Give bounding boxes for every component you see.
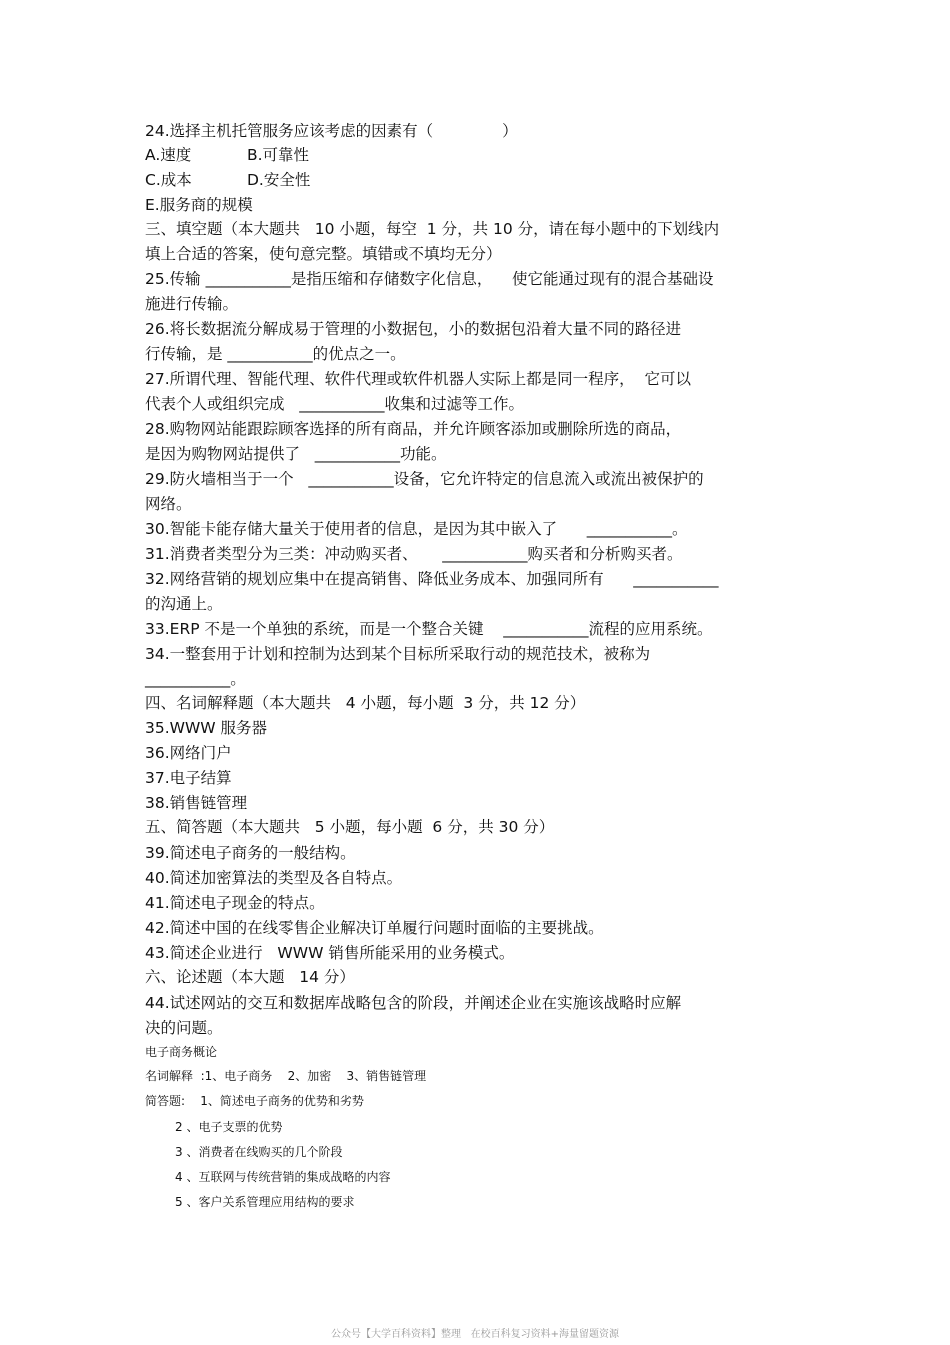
q29-line1: 29.防火墙相当于一个 ___________设备，它允许特定的信息流入或流出被保护的: [145, 470, 704, 488]
q40: 40.简述加密算法的类型及各自特点。: [145, 869, 403, 887]
q39: 39.简述电子商务的一般结构。: [145, 844, 356, 862]
notes-terms: 名词解释 :1、电子商务 2、加密 3、销售链管理: [145, 1069, 427, 1083]
q42: 42.简述中国的在线零售企业解决订单履行问题时面临的主要挑战。: [145, 919, 604, 937]
section3-heading-cont: 填上合适的答案，使句意完整。填错或不填均无分）: [145, 245, 502, 263]
q32-line2: 的沟通上。: [145, 595, 223, 613]
q24-option-a: A.速度: [145, 146, 192, 164]
q38: 38.销售链管理: [145, 794, 248, 812]
q33-line1: 33.ERP 不是一个单独的系统，而是一个整合关键 ___________流程的应用系统。: [145, 620, 713, 638]
q27-line2: 代表个人或组织完成 ___________收集和过滤等工作。: [145, 395, 525, 413]
q26-line1: 26.将长数据流分解成易于管理的小数据包，小的数据包沿着大量不同的路径进: [145, 320, 682, 338]
section3-heading: 三、填空题（本大题共 10 小题，每空 1 分，共 10 分，请在每小题中的下划线内: [145, 220, 720, 238]
q36: 36.网络门户: [145, 744, 232, 762]
q24-stem: 24.选择主机托管服务应该考虑的因素有（ ）: [145, 122, 518, 140]
q24-option-d: D.安全性: [247, 171, 311, 189]
q26-line2: 行传输，是 ___________的优点之一。: [145, 345, 406, 363]
notes-item-5: 5 、客户关系管理应用结构的要求: [175, 1195, 355, 1209]
section4-heading: 四、名词解释题（本大题共 4 小题，每小题 3 分，共 12 分）: [145, 694, 586, 712]
q25-line2: 施进行传输。: [145, 295, 239, 313]
q27-line1: 27.所谓代理、智能代理、软件代理或软件机器人实际上都是同一程序， 它可以: [145, 370, 692, 388]
q34-line2: ___________。: [145, 670, 246, 688]
notes-item-2: 2 、电子支票的优势: [175, 1120, 283, 1134]
q28-line1: 28.购物网站能跟踪顾客选择的所有商品，并允许顾客添加或删除所选的商品，: [145, 420, 682, 438]
q24-option-e: E.服务商的规模: [145, 196, 253, 214]
footer-watermark: 公众号【大学百科资料】整理 在校百科复习资料+海量留题资源: [331, 1329, 619, 1340]
q44-line2: 决的问题。: [145, 1019, 223, 1037]
notes-item-4: 4 、互联网与传统营销的集成战略的内容: [175, 1170, 391, 1184]
q24-option-b: B.可靠性: [247, 146, 310, 164]
q31-line1: 31.消费者类型分为三类：冲动购买者、 ___________购买者和分析购买者。: [145, 545, 683, 563]
notes-item-3: 3 、消费者在线购买的几个阶段: [175, 1145, 343, 1159]
q30-line1: 30.智能卡能存储大量关于使用者的信息，是因为其中嵌入了 ___________。: [145, 520, 688, 538]
q43: 43.简述企业进行 WWW 销售所能采用的业务模式。: [145, 944, 515, 962]
section5-heading: 五、简答题（本大题共 5 小题，每小题 6 分，共 30 分）: [145, 818, 555, 836]
q37: 37.电子结算: [145, 769, 232, 787]
q25-line1: 25.传输 ___________是指压缩和存储数字化信息， 使它能通过现有的混合基础设: [145, 270, 714, 288]
q34-line1: 34.一整套用于计划和控制为达到某个目标所采取行动的规范技术，被称为: [145, 645, 651, 663]
notes-title: 电子商务概论: [145, 1045, 218, 1059]
section6-heading: 六、论述题（本大题 14 分）: [145, 968, 355, 986]
q28-line2: 是因为购物网站提供了 ___________功能。: [145, 445, 447, 463]
q24-option-c: C.成本: [145, 171, 192, 189]
q29-line2: 网络。: [145, 495, 192, 513]
q35: 35.WWW 服务器: [145, 719, 268, 737]
q41: 41.简述电子现金的特点。: [145, 894, 325, 912]
q32-line1: 32.网络营销的规划应集中在提高销售、降低业务成本、加强同所有 ___________: [145, 570, 719, 588]
q44-line1: 44.试述网站的交互和数据库战略包含的阶段，并阐述企业在实施该战略时应解: [145, 994, 682, 1012]
notes-short-answer: 简答题: 1、简述电子商务的优势和劣势: [145, 1094, 364, 1108]
